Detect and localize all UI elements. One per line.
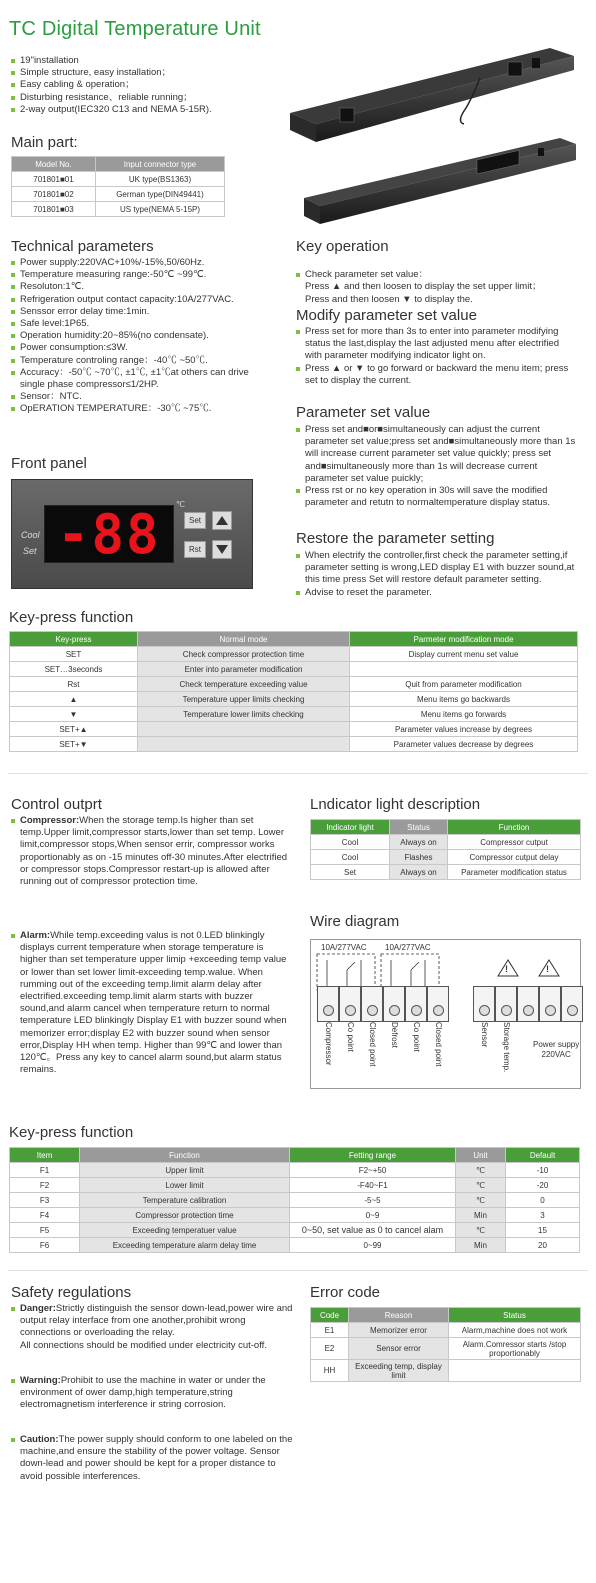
screw-icon	[433, 1005, 444, 1016]
restore-heading: Restore the parameter setting	[296, 530, 495, 547]
wire-labels	[310, 1020, 581, 1090]
feature-item: Simple structure, easy installation；	[11, 67, 271, 79]
main-part-heading: Main part:	[11, 134, 78, 151]
table-row: E2 Sensor error Alarm.Comressor starts /stop proportionably	[311, 1338, 581, 1360]
wire-terminal-label: Closed point	[368, 1022, 377, 1067]
table-row: 701801■03 US type(NEMA 5-15P)	[12, 202, 225, 217]
bullet	[11, 819, 15, 823]
screw-icon	[479, 1005, 490, 1016]
tech-item: Accuracy：-50℃ ~70℃, ±1℃, ±1℃at others can drive single phase compressor≤1/2HP.	[11, 367, 261, 391]
table-row: 701801■01 UK type(BS1363)	[12, 172, 225, 187]
tech-item: Operation humidity:20~85%(no condensate).	[11, 330, 261, 342]
terminal	[539, 986, 561, 1022]
table-header: Model No.	[12, 157, 96, 172]
alarm-paragraph	[11, 930, 289, 1076]
screw-icon	[323, 1005, 334, 1016]
up-button[interactable]	[212, 511, 232, 530]
table-row: F3 Temperature calibration -5~5 ℃ 0	[10, 1193, 580, 1208]
indicator-table	[310, 819, 581, 880]
keyop-item: Check parameter set value： Press ▲ and then loosen to display the set upper limit； Press and then loosen ▼ to display the.	[296, 269, 578, 306]
tech-item: Senssor error delay time:1min.	[11, 306, 261, 318]
feature-item: Disturbing resistance、reliable running；	[11, 92, 271, 104]
wire-terminal-label: Compressor	[324, 1022, 333, 1066]
wire-terminal-label: Closed point	[434, 1022, 443, 1067]
modify-item: Press ▲ or ▼ to go forward or backward the menu item; press set to display the current.	[296, 363, 578, 387]
table-header: Function	[448, 820, 581, 835]
set-button[interactable]: Set	[184, 512, 206, 529]
control-heading: Control outprt	[11, 796, 102, 813]
wire-terminal-label: Sensor	[480, 1022, 489, 1048]
keypress2-heading: Key-press function	[9, 1124, 134, 1141]
keypress-heading: Key-press function	[9, 609, 134, 626]
table-header: Default	[506, 1148, 580, 1163]
table-row: Cool Always on Compressor cutput	[311, 835, 581, 850]
screw-icon	[411, 1005, 422, 1016]
terminal	[561, 986, 583, 1022]
tech-item: Refrigeration output contact capacity:10A/277VAC.	[11, 294, 261, 306]
table-header: Status	[390, 820, 448, 835]
tech-item: Resoluton:1℃.	[11, 281, 261, 293]
table-row: SET+▼ Parameter values decrease by degrees	[10, 737, 578, 752]
tech-item: Temperature controling range：-40℃ ~50℃.	[11, 355, 261, 367]
table-header: Function	[80, 1148, 290, 1163]
degree-symbol: ℃	[176, 500, 185, 509]
table-row: F5 Exceeding temperatuer value 0~50, set value as 0 to cancel alam ℃ 15	[10, 1223, 580, 1238]
param-set-heading: Parameter set value	[296, 404, 431, 421]
bullet	[11, 1307, 15, 1311]
table-row: SET+▲ Parameter values increase by degrees	[10, 722, 578, 737]
terminal	[473, 986, 495, 1022]
danger-paragraph: Danger:Strictly distinguish the sensor down-lead,power wire and output relay interface from one another,prohibit wrong connections or overloading the relay. All connections should be modified under electricity cut-off.	[11, 1303, 297, 1352]
feature-item: Easy cabling & operation；	[11, 79, 271, 91]
cool-label: Cool	[21, 530, 40, 540]
tech-item: OpERATION TEMPERATURE：-30℃ ~75℃.	[11, 403, 261, 415]
product-photo	[282, 38, 582, 228]
compressor-text: When the storage temp.Is higher than set temp.Upper limit,compressor starts,lower than set temp. Lower limit,compressor stops,When sensor errir, compressor works proportionably as on -15 minutes off-30 minutes.After electrified or compressor stops.Compressor restart-up is allowed after running out of compressor protection time.	[20, 815, 288, 888]
table-row: SET…3seconds Enter into parameter modification	[10, 662, 578, 677]
terminal	[383, 986, 405, 1022]
terminal	[427, 986, 449, 1022]
front-panel-heading: Front panel	[11, 455, 87, 472]
bullet	[11, 1379, 15, 1383]
divider	[8, 1270, 588, 1271]
feature-item: 2-way output(IEC320 C13 and NEMA 5-15R).	[11, 104, 271, 116]
screw-icon	[567, 1005, 578, 1016]
power-label: Power suppy 220VAC	[533, 1040, 580, 1059]
param-set-list	[296, 424, 578, 509]
tech-heading: Technical parameters	[11, 238, 154, 255]
table-row: Rst Check temperature exceeding value Quit from parameter modification	[10, 677, 578, 692]
screw-icon	[501, 1005, 512, 1016]
tech-item: Safe level:1P65.	[11, 318, 261, 330]
key-operation-heading: Key operation	[296, 238, 389, 255]
tech-list	[11, 257, 261, 416]
error-table	[310, 1307, 581, 1382]
screw-icon	[523, 1005, 534, 1016]
divider	[8, 773, 588, 774]
terminal	[339, 986, 361, 1022]
alarm-text: While temp.exceeding valus is not 0.LED blinkingly displays current temperature when storage temperature is higher than set temperature upper limip +exceeding temp value or lower than set lower limit-exceeding temp.walue. When rumming out of the exceeding temp.limit alarm delay after electrified.exceeding temp.limit alarm starts with buzzer sound,and alarm cancel when temperature return to normal temperature LED blinkingly Display E1 with buzzer sound when memorizer error;display E2 with buzzer sound when sensor error,Display HH when temp. Higher than 99℃ and lower than 120℃。Press any key to cancel alarm sound,but alarm status remains.	[20, 930, 287, 1076]
error-heading: Error code	[310, 1284, 381, 1301]
wire-terminal-label: Defrost	[390, 1022, 399, 1048]
front-panel	[11, 479, 253, 589]
screw-icon	[389, 1005, 400, 1016]
restore-item: Advise to reset the parameter.	[296, 587, 578, 599]
wire-terminal-label: Storage temp.	[502, 1022, 511, 1073]
bullet	[11, 934, 15, 938]
table-header: Item	[10, 1148, 80, 1163]
feature-list	[11, 55, 271, 116]
paramset-item: Press rst or no key operation in 30s will save the modified parameter and retutn to normaltemperature display status.	[296, 485, 578, 509]
set-label: Set	[23, 546, 37, 556]
table-row: F4 Compressor protection time 0~9 Min 3	[10, 1208, 580, 1223]
warning-paragraph: Warning:Prohibit to use the machine in water or under the environment of ower damp,high temperature,string electromagnetism interference ir string corrosion.	[11, 1375, 297, 1412]
down-button[interactable]	[212, 540, 232, 559]
function-table	[9, 1147, 580, 1253]
feature-item: 19"installation	[11, 55, 271, 67]
danger-label: Danger:	[20, 1303, 56, 1314]
table-header: Reason	[349, 1308, 449, 1323]
table-row: 701801■02 German type(DIN49441)	[12, 187, 225, 202]
table-header: Unit	[456, 1148, 506, 1163]
caution-paragraph: Caution:The power supply should conform to one labeled on the machine,and ensure the stability of the power voltage. Sensor down-lead and power should be kept for a proper distance to avoid possible interferences.	[11, 1434, 297, 1483]
modify-list	[296, 326, 578, 387]
table-row: HH Exceeding temp, display limit	[311, 1360, 581, 1382]
table-row: F6 Exceeding temperature alarm delay time 0~99 Min 20	[10, 1238, 580, 1253]
compressor-label: Compressor:	[20, 815, 80, 826]
terminal	[495, 986, 517, 1022]
table-header: Input connector type	[96, 157, 225, 172]
terminal	[405, 986, 427, 1022]
wire-terminal-label: Co point	[346, 1022, 355, 1052]
screw-icon	[345, 1005, 356, 1016]
warning-label: Warning:	[20, 1375, 61, 1386]
screw-icon	[545, 1005, 556, 1016]
keypress-table	[9, 631, 578, 752]
table-row: ▲ Temperature upper limits checking Menu items go backwards	[10, 692, 578, 707]
paramset-item: Press set and■or■simultaneously can adjust the current parameter set value;press set and■simultaneously more than 1s will increase current parameter set value quickly; press set and■simultaneously more than 1s will decrease current parameter set value puickly;	[296, 424, 578, 485]
table-header: Key-press	[10, 632, 138, 647]
compressor-paragraph	[11, 815, 289, 888]
terminal	[517, 986, 539, 1022]
alarm-label: Alarm:	[20, 930, 51, 941]
table-header: Indicator light	[311, 820, 390, 835]
table-header: Status	[449, 1308, 581, 1323]
table-row: F2 Lower limit -F40~F1 ℃ -20	[10, 1178, 580, 1193]
warning-mark: !	[546, 964, 549, 974]
terminal	[361, 986, 383, 1022]
up-arrow-icon	[213, 512, 231, 529]
down-arrow-icon	[213, 541, 231, 558]
table-header: Code	[311, 1308, 349, 1323]
table-header: Normal mode	[138, 632, 350, 647]
table-row: E1 Memorizer error Alarm,machine does not work	[311, 1323, 581, 1338]
modify-item: Press set for more than 3s to enter into parameter modifying status the last,display the last adjusted menu after electrified with parameter modifying indicator light on.	[296, 326, 578, 363]
tech-item: Power supply:220VAC+10%/-15%,50/60Hz.	[11, 257, 261, 269]
tech-item: Sensor：NTC.	[11, 391, 261, 403]
table-row: SET Check compressor protection time Display current menu set value	[10, 647, 578, 662]
indicator-heading: Lndicator light description	[310, 796, 481, 813]
table-row: ▼ Temperature lower limits checking Menu items go forwards	[10, 707, 578, 722]
restore-list	[296, 550, 578, 599]
page-title: TC Digital Temperature Unit	[9, 18, 261, 40]
wire-heading: Wire diagram	[310, 913, 400, 930]
bullet	[11, 1438, 15, 1442]
caution-label: Caution:	[20, 1434, 59, 1445]
led-digits: -88	[57, 503, 161, 566]
warning-mark: !	[505, 964, 508, 974]
terminal-block	[317, 986, 576, 1022]
table-header: Parmeter modification mode	[350, 632, 578, 647]
main-part-table	[11, 156, 225, 217]
wire-terminal-label: Co point	[412, 1022, 421, 1052]
screw-icon	[367, 1005, 378, 1016]
relay2-label: 10A/277VAC	[385, 943, 431, 952]
table-header: Fetting range	[290, 1148, 456, 1163]
modify-heading: Modify parameter set value	[296, 307, 477, 324]
table-row: Set Always on Parameter modification status	[311, 865, 581, 880]
led-display	[44, 503, 174, 566]
safety-heading: Safety regulations	[11, 1284, 132, 1301]
tech-item: Power consumption:≤3W.	[11, 342, 261, 354]
restore-item: When electrify the controller,first check the parameter setting,if parameter setting is wrong,LED display E1 with buzzer sound,at this time press Set will restore default parameter setting.	[296, 550, 578, 587]
table-row: Cool Flashes Compressor cutput delay	[311, 850, 581, 865]
relay1-label: 10A/277VAC	[321, 943, 367, 952]
table-row: F1 Upper limit F2~+50 ℃ -10	[10, 1163, 580, 1178]
tech-item: Temperature measuring range:-50℃ ~99℃.	[11, 269, 261, 281]
terminal	[317, 986, 339, 1022]
rst-button[interactable]: Rst	[184, 541, 206, 558]
